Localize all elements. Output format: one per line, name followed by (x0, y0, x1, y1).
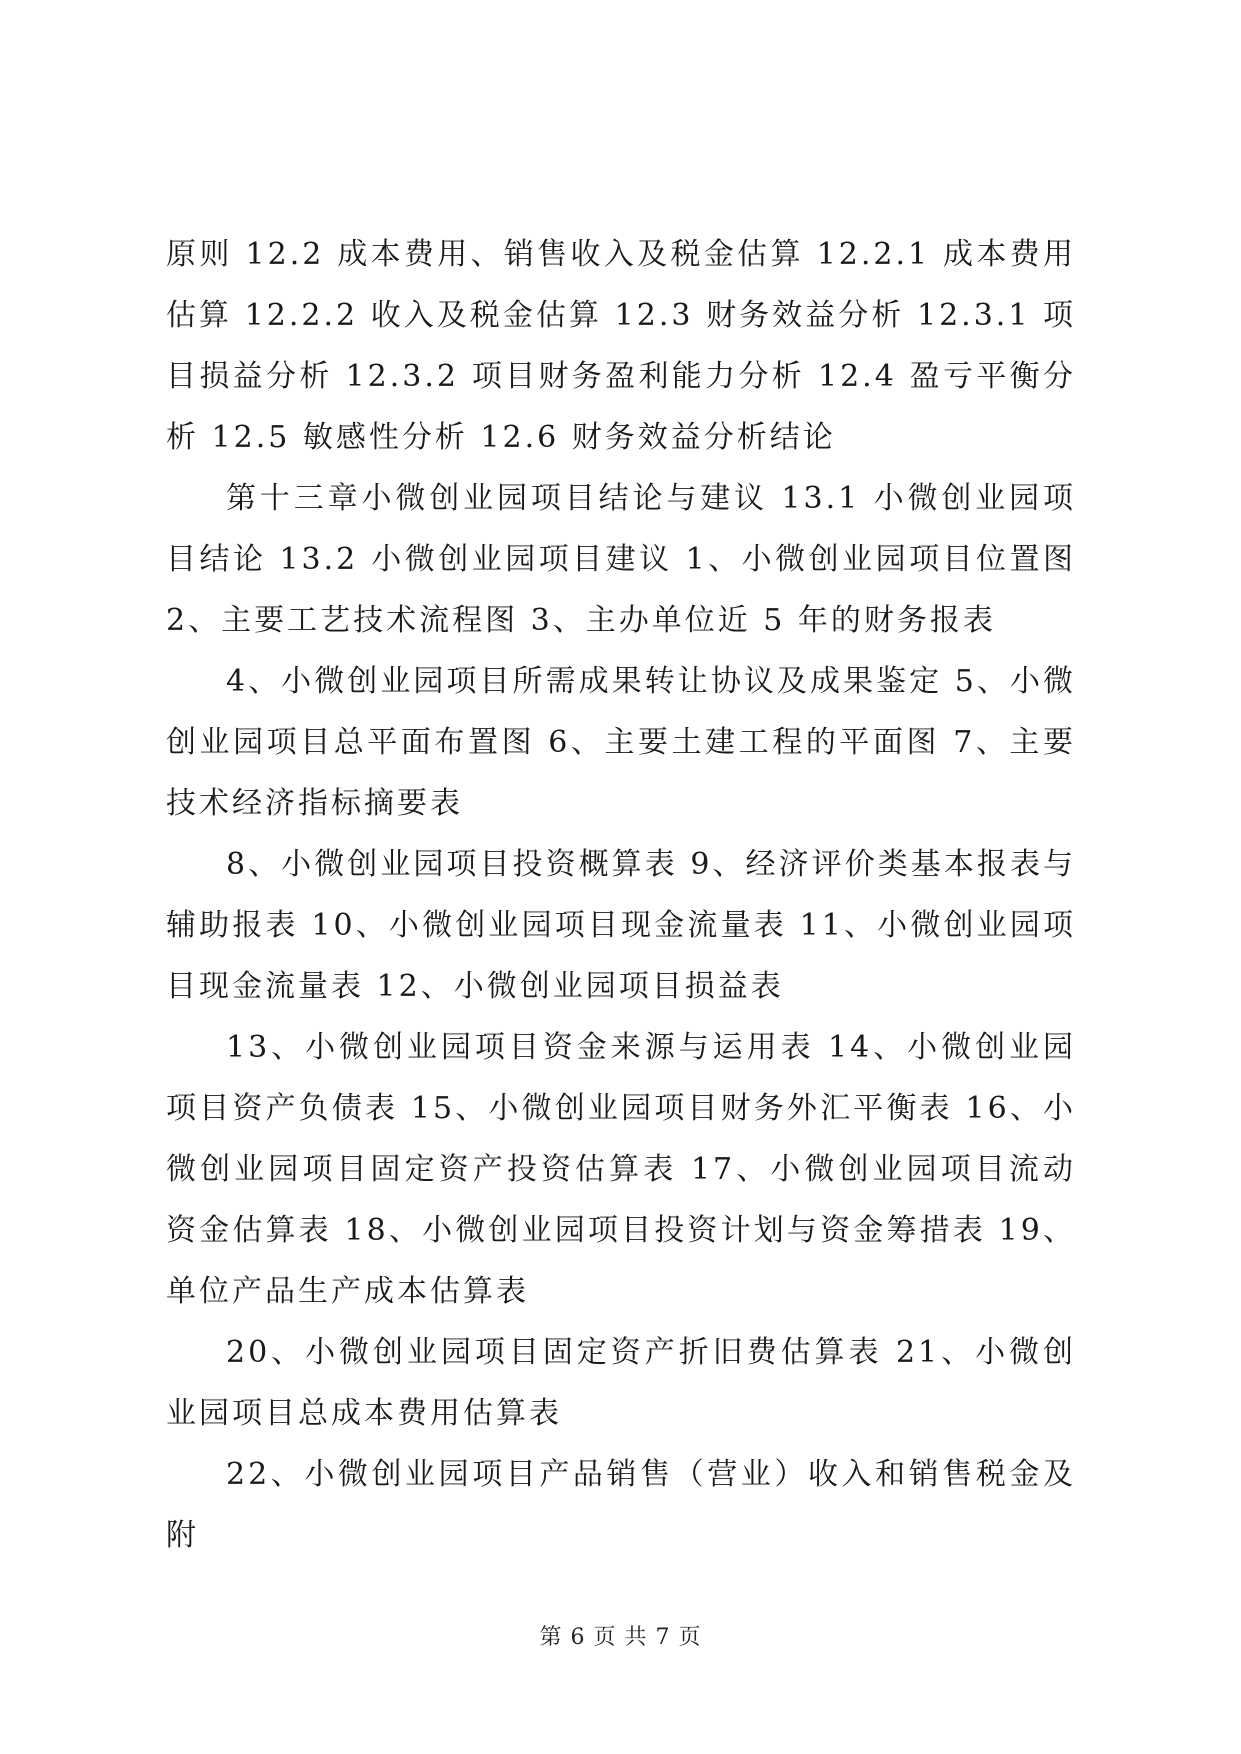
page-number-footer: 第 6 页 共 7 页 (539, 1625, 702, 1650)
document-body (166, 224, 1076, 1566)
paragraph-appendix-22: 22、小微创业园项目产品销售（营业）收入和销售税金及附 (166, 1457, 1076, 1553)
paragraph-appendix-8: 8、小微创业园项目投资概算表 9、经济评价类基本报表与辅助报表 10、小微创业园项目现金流量表 11、小微创业园项目现金流量表 12、小微创业园项目损益表 (166, 847, 1076, 1004)
paragraph-chapter-13: 第十三章小微创业园项目结论与建议 13.1 小微创业园项目结论 13.2 小微创业园项目建议 1、小微创业园项目位置图 2、主要工艺技术流程图 3、主办单位近 5 年的财务报表 (166, 481, 1076, 638)
paragraph-appendix-4: 4、小微创业园项目所需成果转让协议及成果鉴定 5、小微创业园项目总平面布置图 6、主要土建工程的平面图 7、主要技术经济指标摘要表 (166, 664, 1076, 821)
paragraph-continuation: 原则 12.2 成本费用、销售收入及税金估算 12.2.1 成本费用估算 12.2.2 收入及税金估算 12.3 财务效益分析 12.3.1 项目损益分析 12.3.2 项目财务盈利能力分析 12.4 盈亏平衡分析 12.5 敏感性分析 12.6 财务效益分析结论 (166, 237, 1076, 455)
paragraph-appendix-20: 20、小微创业园项目固定资产折旧费估算表 21、小微创业园项目总成本费用估算表 (166, 1335, 1076, 1431)
paragraph-appendix-13: 13、小微创业园项目资金来源与运用表 14、小微创业园项目资产负债表 15、小微创业园项目财务外汇平衡表 16、小微创业园项目固定资产投资估算表 17、小微创业园项目流动资金估算表 18、小微创业园项目投资计划与资金筹措表 19、单位产品生产成本估算表 (166, 1030, 1076, 1309)
